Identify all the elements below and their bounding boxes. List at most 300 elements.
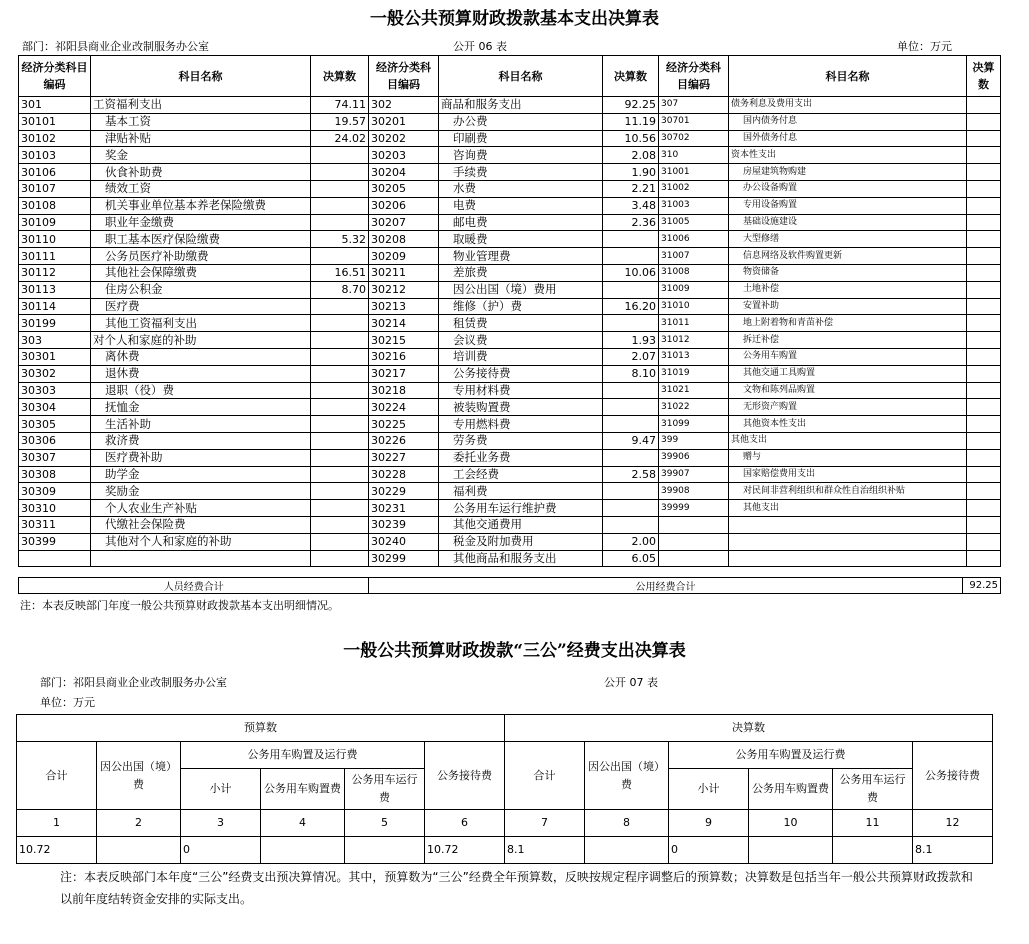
column-number-row	[17, 810, 993, 837]
value-cell: 0	[669, 837, 749, 864]
value-cell: 10.72	[425, 837, 505, 864]
code-cell: 39906	[659, 449, 729, 466]
name-cell: 其他社会保障缴费	[91, 264, 311, 281]
amount-cell	[967, 248, 1001, 265]
table-row	[19, 399, 1001, 416]
name-cell: 取暖费	[439, 231, 603, 248]
code-cell: 30203	[369, 147, 439, 164]
name-cell: 专用燃料费	[439, 416, 603, 433]
name-cell: 其他支出	[729, 500, 967, 517]
column-number: 3	[181, 810, 261, 837]
name-cell: 大型修缮	[729, 231, 967, 248]
name-cell: 资本性支出	[729, 147, 967, 164]
table-row	[19, 516, 1001, 533]
col-vehicle: 公务用车购置及运行费	[669, 742, 913, 769]
amount-cell	[311, 365, 369, 382]
value-cell	[833, 837, 913, 864]
amount-cell	[311, 214, 369, 231]
name-cell: 救济费	[91, 432, 311, 449]
name-cell: 奖励金	[91, 483, 311, 500]
column-number: 2	[97, 810, 181, 837]
amount-cell: 19.57	[311, 113, 369, 130]
table-row	[19, 382, 1001, 399]
header-name: 科目名称	[91, 56, 311, 97]
code-cell: 30702	[659, 130, 729, 147]
col-running: 公务用车运行费	[345, 769, 425, 810]
code-cell: 30201	[369, 113, 439, 130]
col-vehicle: 公务用车购置及运行费	[181, 742, 425, 769]
code-cell: 30228	[369, 466, 439, 483]
table-row	[19, 298, 1001, 315]
code-cell: 30207	[369, 214, 439, 231]
code-cell: 30111	[19, 248, 91, 265]
amount-cell: 5.32	[311, 231, 369, 248]
code-cell: 30202	[369, 130, 439, 147]
name-cell: 委托业务费	[439, 449, 603, 466]
code-cell: 30103	[19, 147, 91, 164]
table-row	[19, 164, 1001, 181]
code-cell: 30701	[659, 113, 729, 130]
name-cell: 生活补助	[91, 416, 311, 433]
name-cell: 国家赔偿费用支出	[729, 466, 967, 483]
table2-dept: 部门：祁阳县商业企业改制服务办公室	[40, 676, 227, 689]
amount-cell	[603, 516, 659, 533]
value-cell	[585, 837, 669, 864]
amount-cell	[967, 281, 1001, 298]
amount-cell	[311, 197, 369, 214]
amount-cell: 2.07	[603, 348, 659, 365]
code-cell: 31008	[659, 264, 729, 281]
table-row	[19, 113, 1001, 130]
name-cell: 个人农业生产补贴	[91, 500, 311, 517]
amount-cell	[311, 516, 369, 533]
amount-cell: 10.06	[603, 264, 659, 281]
column-number: 11	[833, 810, 913, 837]
table-row	[19, 332, 1001, 349]
code-cell: 30302	[19, 365, 91, 382]
name-cell: 其他对个人和家庭的补助	[91, 533, 311, 550]
name-cell: 其他交通工具购置	[729, 365, 967, 382]
name-cell: 房屋建筑物购建	[729, 164, 967, 181]
col-abroad: 因公出国（境）费	[585, 742, 669, 810]
table-row	[19, 231, 1001, 248]
value-cell	[749, 837, 833, 864]
table1-unit: 单位：万元	[897, 40, 952, 53]
amount-cell: 8.10	[603, 365, 659, 382]
amount-cell	[311, 399, 369, 416]
name-cell: 住房公积金	[91, 281, 311, 298]
amount-cell: 1.93	[603, 332, 659, 349]
amount-cell	[603, 315, 659, 332]
code-cell: 30306	[19, 432, 91, 449]
code-cell: 30204	[369, 164, 439, 181]
code-cell: 31007	[659, 248, 729, 265]
code-cell: 30311	[19, 516, 91, 533]
name-cell: 信息网络及软件购置更新	[729, 248, 967, 265]
name-cell: 职工基本医疗保险缴费	[91, 231, 311, 248]
value-row	[17, 837, 993, 864]
amount-cell	[967, 500, 1001, 517]
table1-title: 一般公共预算财政拨款基本支出决算表	[370, 9, 659, 29]
name-cell: 拆迁补偿	[729, 332, 967, 349]
amount-cell	[967, 332, 1001, 349]
amount-cell: 74.11	[311, 97, 369, 114]
amount-cell	[311, 348, 369, 365]
amount-cell: 2.00	[603, 533, 659, 550]
amount-cell	[603, 483, 659, 500]
table-row	[19, 147, 1001, 164]
table-row	[19, 365, 1001, 382]
amount-cell	[311, 550, 369, 567]
code-cell: 30240	[369, 533, 439, 550]
code-cell: 30303	[19, 382, 91, 399]
name-cell: 机关事业单位基本养老保险缴费	[91, 197, 311, 214]
name-cell: 因公出国（境）费用	[439, 281, 603, 298]
code-cell	[19, 550, 91, 567]
header-amount: 决算数	[967, 56, 1001, 97]
code-cell: 31021	[659, 382, 729, 399]
name-cell: 印刷费	[439, 130, 603, 147]
amount-cell: 16.20	[603, 298, 659, 315]
code-cell: 30301	[19, 348, 91, 365]
amount-cell	[311, 533, 369, 550]
code-cell: 30218	[369, 382, 439, 399]
col-purchase: 公务用车购置费	[749, 769, 833, 810]
column-number: 1	[17, 810, 97, 837]
value-cell: 0	[181, 837, 261, 864]
code-cell	[659, 550, 729, 567]
table1-header-row	[19, 56, 1001, 97]
name-cell	[729, 533, 967, 550]
header-amount: 决算数	[603, 56, 659, 97]
amount-cell	[311, 416, 369, 433]
table2-unit: 单位：万元	[40, 696, 95, 709]
name-cell: 离休费	[91, 348, 311, 365]
amount-cell	[967, 382, 1001, 399]
col-subtotal: 小计	[669, 769, 749, 810]
column-number: 10	[749, 810, 833, 837]
amount-cell	[967, 113, 1001, 130]
amount-cell: 8.70	[311, 281, 369, 298]
column-number: 7	[505, 810, 585, 837]
amount-cell	[967, 399, 1001, 416]
name-cell: 电费	[439, 197, 603, 214]
column-number: 6	[425, 810, 505, 837]
code-cell: 30216	[369, 348, 439, 365]
name-cell: 安置补助	[729, 298, 967, 315]
col-reception: 公务接待费	[425, 742, 505, 810]
table-row	[19, 348, 1001, 365]
amount-cell	[967, 164, 1001, 181]
table1-total-row	[18, 577, 1001, 594]
amount-cell: 16.51	[311, 264, 369, 281]
name-cell: 劳务费	[439, 432, 603, 449]
code-cell: 30206	[369, 197, 439, 214]
name-cell: 退休费	[91, 365, 311, 382]
name-cell: 税金及附加费用	[439, 533, 603, 550]
name-cell: 对民间非营利组织和群众性自治组织补贴	[729, 483, 967, 500]
amount-cell: 24.02	[311, 130, 369, 147]
budget-header: 预算数	[17, 715, 505, 742]
amount-cell: 2.36	[603, 214, 659, 231]
code-cell: 30108	[19, 197, 91, 214]
code-cell: 30211	[369, 264, 439, 281]
name-cell: 物资储备	[729, 264, 967, 281]
name-cell: 国外债务付息	[729, 130, 967, 147]
col-reception: 公务接待费	[913, 742, 993, 810]
amount-cell	[603, 449, 659, 466]
table-row	[19, 180, 1001, 197]
value-cell	[345, 837, 425, 864]
name-cell: 维修（护）费	[439, 298, 603, 315]
amount-cell: 2.08	[603, 147, 659, 164]
amount-cell	[311, 315, 369, 332]
name-cell: 奖金	[91, 147, 311, 164]
amount-cell	[967, 516, 1001, 533]
amount-cell	[967, 147, 1001, 164]
name-cell: 其他商品和服务支出	[439, 550, 603, 567]
code-cell: 30224	[369, 399, 439, 416]
code-cell: 30114	[19, 298, 91, 315]
name-cell: 无形资产购置	[729, 399, 967, 416]
name-cell: 咨询费	[439, 147, 603, 164]
name-cell: 津贴补贴	[91, 130, 311, 147]
code-cell: 31005	[659, 214, 729, 231]
col-running: 公务用车运行费	[833, 769, 913, 810]
code-cell: 30107	[19, 180, 91, 197]
table-row	[19, 550, 1001, 567]
code-cell: 31006	[659, 231, 729, 248]
name-cell: 赠与	[729, 449, 967, 466]
table-row	[19, 533, 1001, 550]
amount-cell	[967, 231, 1001, 248]
name-cell: 公务用车运行维护费	[439, 500, 603, 517]
column-number: 8	[585, 810, 669, 837]
code-cell: 30209	[369, 248, 439, 265]
three-public-expenses-table	[16, 714, 993, 864]
code-cell: 30113	[19, 281, 91, 298]
table-row	[19, 197, 1001, 214]
name-cell: 办公设备购置	[729, 180, 967, 197]
amount-cell: 1.90	[603, 164, 659, 181]
code-cell	[659, 533, 729, 550]
code-cell: 307	[659, 97, 729, 114]
table-row	[19, 281, 1001, 298]
amount-cell: 2.21	[603, 180, 659, 197]
col-total: 合计	[505, 742, 585, 810]
table1-dept: 部门：祁阳县商业企业改制服务办公室	[22, 40, 209, 53]
amount-cell	[311, 432, 369, 449]
name-cell: 职业年金缴费	[91, 214, 311, 231]
name-cell: 医疗费补助	[91, 449, 311, 466]
code-cell: 30199	[19, 315, 91, 332]
amount-cell: 9.47	[603, 432, 659, 449]
name-cell: 差旅费	[439, 264, 603, 281]
name-cell: 地上附着物和青苗补偿	[729, 315, 967, 332]
amount-cell	[967, 533, 1001, 550]
name-cell: 手续费	[439, 164, 603, 181]
amount-cell: 92.25	[603, 97, 659, 114]
amount-cell	[311, 500, 369, 517]
amount-cell	[603, 399, 659, 416]
name-cell: 公务接待费	[439, 365, 603, 382]
name-cell: 专用材料费	[439, 382, 603, 399]
amount-cell	[603, 231, 659, 248]
name-cell: 基础设施建设	[729, 214, 967, 231]
value-cell: 10.72	[17, 837, 97, 864]
name-cell: 公务员医疗补助缴费	[91, 248, 311, 265]
value-cell	[97, 837, 181, 864]
code-cell: 31009	[659, 281, 729, 298]
code-cell: 30213	[369, 298, 439, 315]
amount-cell	[311, 180, 369, 197]
code-cell: 30214	[369, 315, 439, 332]
amount-cell	[967, 130, 1001, 147]
code-cell: 310	[659, 147, 729, 164]
name-cell: 被装购置费	[439, 399, 603, 416]
table-row	[19, 214, 1001, 231]
amount-cell	[967, 483, 1001, 500]
code-cell: 30109	[19, 214, 91, 231]
amount-cell	[311, 147, 369, 164]
name-cell: 绩效工资	[91, 180, 311, 197]
header-amount: 决算数	[311, 56, 369, 97]
name-cell	[91, 550, 311, 567]
name-cell: 其他交通费用	[439, 516, 603, 533]
code-cell: 31011	[659, 315, 729, 332]
name-cell: 抚恤金	[91, 399, 311, 416]
value-cell: 8.1	[505, 837, 585, 864]
code-cell: 31099	[659, 416, 729, 433]
name-cell: 邮电费	[439, 214, 603, 231]
amount-cell	[311, 164, 369, 181]
amount-cell	[967, 97, 1001, 114]
code-cell: 303	[19, 332, 91, 349]
name-cell: 代缴社会保险费	[91, 516, 311, 533]
public-total-label: 公用经费合计	[369, 578, 963, 594]
code-cell: 30225	[369, 416, 439, 433]
name-cell: 退职（役）费	[91, 382, 311, 399]
col-purchase: 公务用车购置费	[261, 769, 345, 810]
code-cell: 30215	[369, 332, 439, 349]
code-cell: 30102	[19, 130, 91, 147]
amount-cell	[603, 382, 659, 399]
amount-cell	[603, 248, 659, 265]
code-cell: 30304	[19, 399, 91, 416]
table2-code: 公开 07 表	[604, 676, 658, 689]
name-cell: 医疗费	[91, 298, 311, 315]
code-cell: 30226	[369, 432, 439, 449]
name-cell: 其他支出	[729, 432, 967, 449]
personnel-total-label: 人员经费合计	[19, 578, 369, 594]
name-cell: 福利费	[439, 483, 603, 500]
code-cell: 31010	[659, 298, 729, 315]
code-cell: 30310	[19, 500, 91, 517]
code-cell: 30308	[19, 466, 91, 483]
code-cell: 30299	[369, 550, 439, 567]
name-cell	[729, 516, 967, 533]
table-row	[19, 264, 1001, 281]
code-cell: 30399	[19, 533, 91, 550]
name-cell: 助学金	[91, 466, 311, 483]
code-cell: 31012	[659, 332, 729, 349]
code-cell: 30307	[19, 449, 91, 466]
table-row	[19, 315, 1001, 332]
code-cell: 301	[19, 97, 91, 114]
amount-cell	[311, 449, 369, 466]
name-cell: 水费	[439, 180, 603, 197]
amount-cell	[603, 416, 659, 433]
header-code: 经济分类科目编码	[369, 56, 439, 97]
code-cell: 39908	[659, 483, 729, 500]
table-row	[19, 248, 1001, 265]
name-cell: 培训费	[439, 348, 603, 365]
amount-cell	[311, 382, 369, 399]
amount-cell	[967, 416, 1001, 433]
amount-cell	[967, 298, 1001, 315]
amount-cell	[967, 432, 1001, 449]
code-cell: 399	[659, 432, 729, 449]
code-cell: 302	[369, 97, 439, 114]
table-row	[19, 97, 1001, 114]
code-cell: 30239	[369, 516, 439, 533]
code-cell: 39999	[659, 500, 729, 517]
header-name: 科目名称	[439, 56, 603, 97]
amount-cell	[311, 483, 369, 500]
code-cell: 30106	[19, 164, 91, 181]
col-abroad: 因公出国（境）费	[97, 742, 181, 810]
amount-cell	[603, 500, 659, 517]
table-row	[19, 130, 1001, 147]
table1-code: 公开 06 表	[453, 40, 507, 53]
final-header: 决算数	[505, 715, 993, 742]
name-cell: 专用设备购置	[729, 197, 967, 214]
name-cell: 其他工资福利支出	[91, 315, 311, 332]
code-cell: 30101	[19, 113, 91, 130]
col-subtotal: 小计	[181, 769, 261, 810]
table-row	[19, 449, 1001, 466]
amount-cell	[967, 550, 1001, 567]
code-cell: 31022	[659, 399, 729, 416]
amount-cell	[967, 365, 1001, 382]
public-total-value: 92.25	[963, 578, 1001, 594]
amount-cell	[311, 332, 369, 349]
name-cell: 债务利息及费用支出	[729, 97, 967, 114]
value-cell	[261, 837, 345, 864]
name-cell: 物业管理费	[439, 248, 603, 265]
name-cell: 对个人和家庭的补助	[91, 332, 311, 349]
code-cell: 30212	[369, 281, 439, 298]
table-row	[19, 416, 1001, 433]
amount-cell	[967, 180, 1001, 197]
amount-cell: 3.48	[603, 197, 659, 214]
name-cell: 其他资本性支出	[729, 416, 967, 433]
name-cell: 公务用车购置	[729, 348, 967, 365]
header-code: 经济分类科目编码	[659, 56, 729, 97]
code-cell: 30309	[19, 483, 91, 500]
code-cell: 30112	[19, 264, 91, 281]
amount-cell	[603, 281, 659, 298]
amount-cell	[967, 264, 1001, 281]
amount-cell: 11.19	[603, 113, 659, 130]
code-cell: 30231	[369, 500, 439, 517]
amount-cell: 2.58	[603, 466, 659, 483]
column-number: 5	[345, 810, 425, 837]
amount-cell: 10.56	[603, 130, 659, 147]
amount-cell	[967, 197, 1001, 214]
name-cell: 租赁费	[439, 315, 603, 332]
column-number: 4	[261, 810, 345, 837]
